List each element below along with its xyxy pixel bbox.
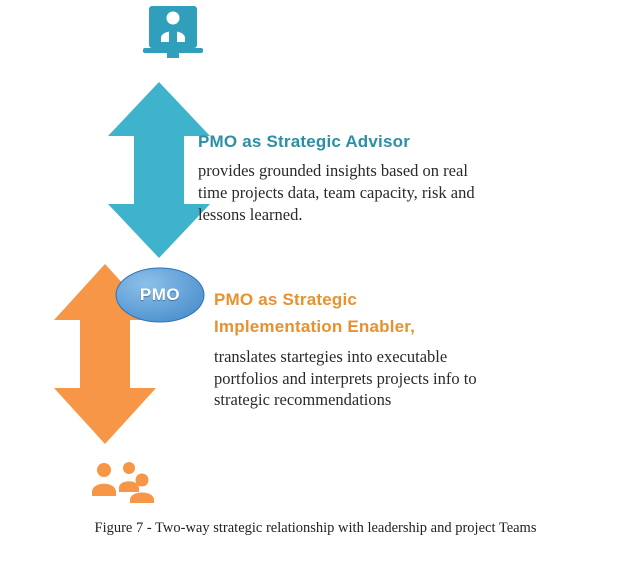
- enabler-heading-line2: Implementation Enabler,: [214, 317, 416, 337]
- figure-caption: Figure 7 - Two-way strategic relationship with leadership and project Teams: [94, 520, 537, 536]
- advisor-body: provides grounded insights based on real time projects data, team capacity, risk and lessons learned.: [198, 161, 475, 224]
- leadership-person-icon: [139, 4, 207, 60]
- enabler-body: translates startegies into executable portfolios and interprets projects info to strategic recommendations: [214, 347, 477, 410]
- enabler-heading-line1: PMO as Strategic: [214, 290, 358, 309]
- enabler-text-block: [214, 286, 499, 411]
- advisor-heading: PMO as Strategic Advisor: [198, 132, 411, 151]
- advisor-text-block: [198, 132, 478, 226]
- project-team-people-icon: [84, 460, 156, 504]
- pmo-label: PMO: [139, 285, 181, 304]
